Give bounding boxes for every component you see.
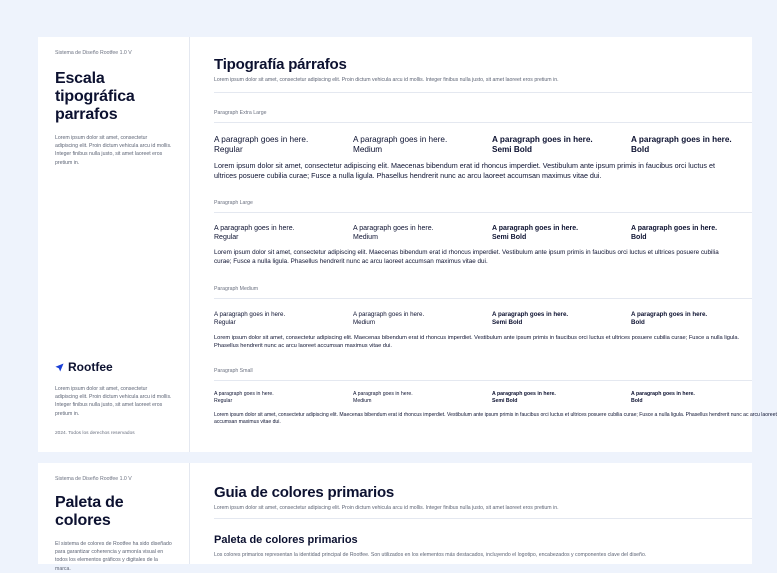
- card-main: [214, 463, 752, 564]
- weight-label: Medium: [353, 233, 378, 241]
- sample-semibold: [492, 135, 631, 154]
- sample-text: A paragraph goes in here.: [353, 225, 434, 232]
- card-sidebar: [38, 37, 190, 452]
- description-line: pretium in.: [55, 410, 80, 417]
- divider: [214, 92, 752, 93]
- typography-card: [38, 37, 777, 452]
- brand-logo: [55, 360, 113, 374]
- sidebar-title: [55, 70, 173, 124]
- weight-label: Bold: [631, 144, 650, 154]
- sidebar-title: Paleta de colores: [55, 494, 124, 529]
- weight-label: Regular: [214, 318, 236, 326]
- sample-regular: [214, 391, 353, 405]
- sample-medium: [353, 311, 492, 327]
- sample-regular: [214, 135, 353, 154]
- weight-label: Regular: [214, 233, 239, 241]
- weight-label: Regular: [214, 144, 243, 154]
- paragraph-line: Lorem ipsum dolor sit amet, consectetur adipiscing elit. Maecenas bibendum erat id rhoncus imperdiet. Vestibulum ante ipsum primis in faucibus orci luctus et ultrices posuere cubilia: [214, 249, 719, 257]
- paragraph-line: curae; Fusce a nulla ligula. Phasellus hendrerit nunc ac arcu laoreet accumsan maximus vitae dui.: [214, 257, 488, 265]
- weight-label: Medium: [353, 397, 372, 404]
- description-line: marca.: [55, 565, 71, 572]
- sample-text: A paragraph goes in here.: [353, 311, 425, 318]
- divider: [214, 518, 752, 519]
- page-title: Tipografía párrafos: [214, 56, 347, 73]
- sample-text: A paragraph goes in here.: [631, 311, 708, 318]
- weight-samples: [214, 311, 752, 327]
- weight-label: Semi Bold: [492, 233, 527, 241]
- section-paragraph-small: [214, 368, 777, 426]
- section-paragraph-extra-large: [214, 110, 752, 180]
- sample-text: A paragraph goes in here.: [631, 391, 695, 397]
- paragraph-line: accumsan maximus vitae dui.: [214, 418, 281, 425]
- paragraph-line: Lorem ipsum dolor sit amet, consectetur adipiscing elit. Maecenas bibendum erat id rhoncus imperdiet. Vestibulum ante ipsum primis in faucibus orci luctus et ultrices posuere cubilia curae; Fusce a nulla ligula. Phasellus hendrerit nunc ac arcu laoreet: [214, 411, 777, 418]
- design-system-version: Sistema de Diseño Rootfee 1.0 V: [55, 50, 132, 56]
- paragraph-line: Phasellus hendrerit nunc ac arcu laoreet accumsan maximus vitae dui.: [214, 342, 392, 349]
- weight-label: Semi Bold: [492, 144, 533, 154]
- sample-bold: [631, 225, 770, 242]
- weight-label: Regular: [214, 397, 233, 404]
- sample-paragraph: [214, 161, 752, 180]
- design-system-version: Sistema de Diseño Rootfee 1.0 V: [55, 476, 132, 482]
- section-paragraph-large: [214, 200, 752, 266]
- sample-text: A paragraph goes in here.: [492, 391, 556, 397]
- paragraph-line: Lorem ipsum dolor sit amet, consectetur adipiscing elit. Maecenas bibendum erat id rhoncus imperdiet. Vestibulum ante ipsum primis in faucibus orci luctus et: [214, 161, 715, 171]
- page-subtitle: Lorem ipsum dolor sit amet, consectetur adipiscing elit. Proin dictum vehicula arcu id mollis. Integer finibus nulla justo, sit amet laoreet eros pretium in.: [214, 505, 559, 511]
- weight-label: Bold: [631, 233, 647, 241]
- sample-text: A paragraph goes in here.: [353, 135, 448, 144]
- sidebar-title-line: parrafos: [55, 106, 118, 123]
- description-line: El sistema de colores de Rootfee ha sido diseñado: [55, 541, 172, 547]
- sample-text: A paragraph goes in here.: [631, 135, 732, 144]
- sample-text: A paragraph goes in here.: [353, 391, 413, 397]
- sample-text: A paragraph goes in here.: [214, 391, 274, 397]
- sample-text: A paragraph goes in here.: [492, 311, 569, 318]
- sample-medium: [353, 391, 492, 405]
- color-palette-card: [38, 463, 752, 572]
- section-label: Paragraph Small: [214, 368, 253, 374]
- description-line: pretium in.: [55, 159, 80, 166]
- sample-text: A paragraph goes in here.: [214, 225, 295, 232]
- section-subtitle: Los colores primarios representan la identidad principal de Rootfee. Son utilizados en los elementos más destacados, incluyendo el logotipo, encabezados y componentes clave del diseño.: [214, 552, 647, 558]
- weight-samples: [214, 225, 752, 242]
- sample-paragraph: [214, 411, 777, 426]
- description-line: para garantizar coherencia y armonía visual en: [55, 549, 164, 556]
- description-line: Integer finibus nulla justo, sit amet laoreet eros: [55, 151, 163, 158]
- sample-bold: [631, 311, 770, 327]
- paragraph-line: Lorem ipsum dolor sit amet, consectetur adipiscing elit. Maecenas bibendum erat id rhoncus imperdiet. Vestibulum ante ipsum primis in faucibus orci luctus et ultrices posuere cubilia curae; Fusce a nulla ligula.: [214, 334, 740, 341]
- sample-text: A paragraph goes in here.: [631, 225, 718, 232]
- sample-regular: [214, 225, 353, 242]
- sample-text: A paragraph goes in here.: [214, 135, 309, 144]
- description-line: Lorem ipsum dolor sit amet, consectetur: [55, 386, 148, 392]
- sample-bold: [631, 391, 770, 405]
- sample-semibold: [492, 225, 631, 242]
- section-paragraph-medium: [214, 286, 752, 350]
- divider: [214, 212, 752, 213]
- weight-label: Bold: [631, 318, 645, 326]
- sidebar-title-line: tipográfica: [55, 88, 135, 105]
- description-line: todos los elementos gráficos y digitales de la: [55, 557, 158, 564]
- card-sidebar: [38, 463, 190, 572]
- sample-regular: [214, 311, 353, 327]
- weight-label: Bold: [631, 397, 643, 404]
- description-line: adipiscing elit. Proin dictum vehicula arcu id mollis.: [55, 143, 172, 150]
- description-line: Integer finibus nulla justo, sit amet laoreet eros: [55, 402, 163, 409]
- copyright: 2024. Todos los derechos reservados: [55, 431, 135, 436]
- sample-text: A paragraph goes in here.: [492, 135, 593, 144]
- send-arrow-icon: [55, 363, 64, 372]
- brand-name: Rootfee: [68, 360, 113, 374]
- section-label: Paragraph Medium: [214, 286, 259, 292]
- sample-medium: [353, 135, 492, 154]
- sidebar-title-line: Escala: [55, 70, 105, 87]
- sample-semibold: [492, 311, 631, 327]
- page-title: Guia de colores primarios: [214, 484, 395, 501]
- sample-medium: [353, 225, 492, 242]
- sample-paragraph: [214, 249, 752, 266]
- sidebar-description: [55, 134, 173, 167]
- weight-label: Semi Bold: [492, 397, 518, 404]
- description-line: Lorem ipsum dolor sit amet, consectetur: [55, 135, 148, 141]
- card-main: [214, 37, 777, 452]
- sample-text: A paragraph goes in here.: [492, 225, 579, 232]
- divider: [214, 380, 752, 381]
- sample-bold: [631, 135, 770, 154]
- weight-label: Medium: [353, 144, 383, 154]
- section-label: Paragraph Large: [214, 200, 253, 206]
- section-label: Paragraph Extra Large: [214, 110, 267, 116]
- weight-samples: [214, 391, 752, 405]
- sample-semibold: [492, 391, 631, 405]
- divider: [214, 298, 752, 299]
- page-subtitle: Lorem ipsum dolor sit amet, consectetur adipiscing elit. Proin dictum vehicula arcu id mollis. Integer finibus nulla justo, sit amet laoreet eros pretium in.: [214, 77, 559, 83]
- paragraph-line: ultrices posuere cubilia curae; Fusce a nulla ligula. Phasellus hendrerit nunc ac arcu laoreet accumsan maximus vitae dui.: [214, 170, 602, 180]
- divider: [214, 122, 752, 123]
- section-title: Paleta de colores primarios: [214, 534, 358, 546]
- sample-paragraph: [214, 334, 752, 350]
- weight-label: Medium: [353, 318, 376, 326]
- sidebar-description: [55, 540, 173, 573]
- weight-label: Semi Bold: [492, 318, 523, 326]
- description-line: adipiscing elit. Proin dictum vehicula arcu id mollis.: [55, 394, 172, 401]
- weight-samples: [214, 135, 752, 154]
- sample-text: A paragraph goes in here.: [214, 311, 286, 318]
- brand-description: [55, 385, 175, 418]
